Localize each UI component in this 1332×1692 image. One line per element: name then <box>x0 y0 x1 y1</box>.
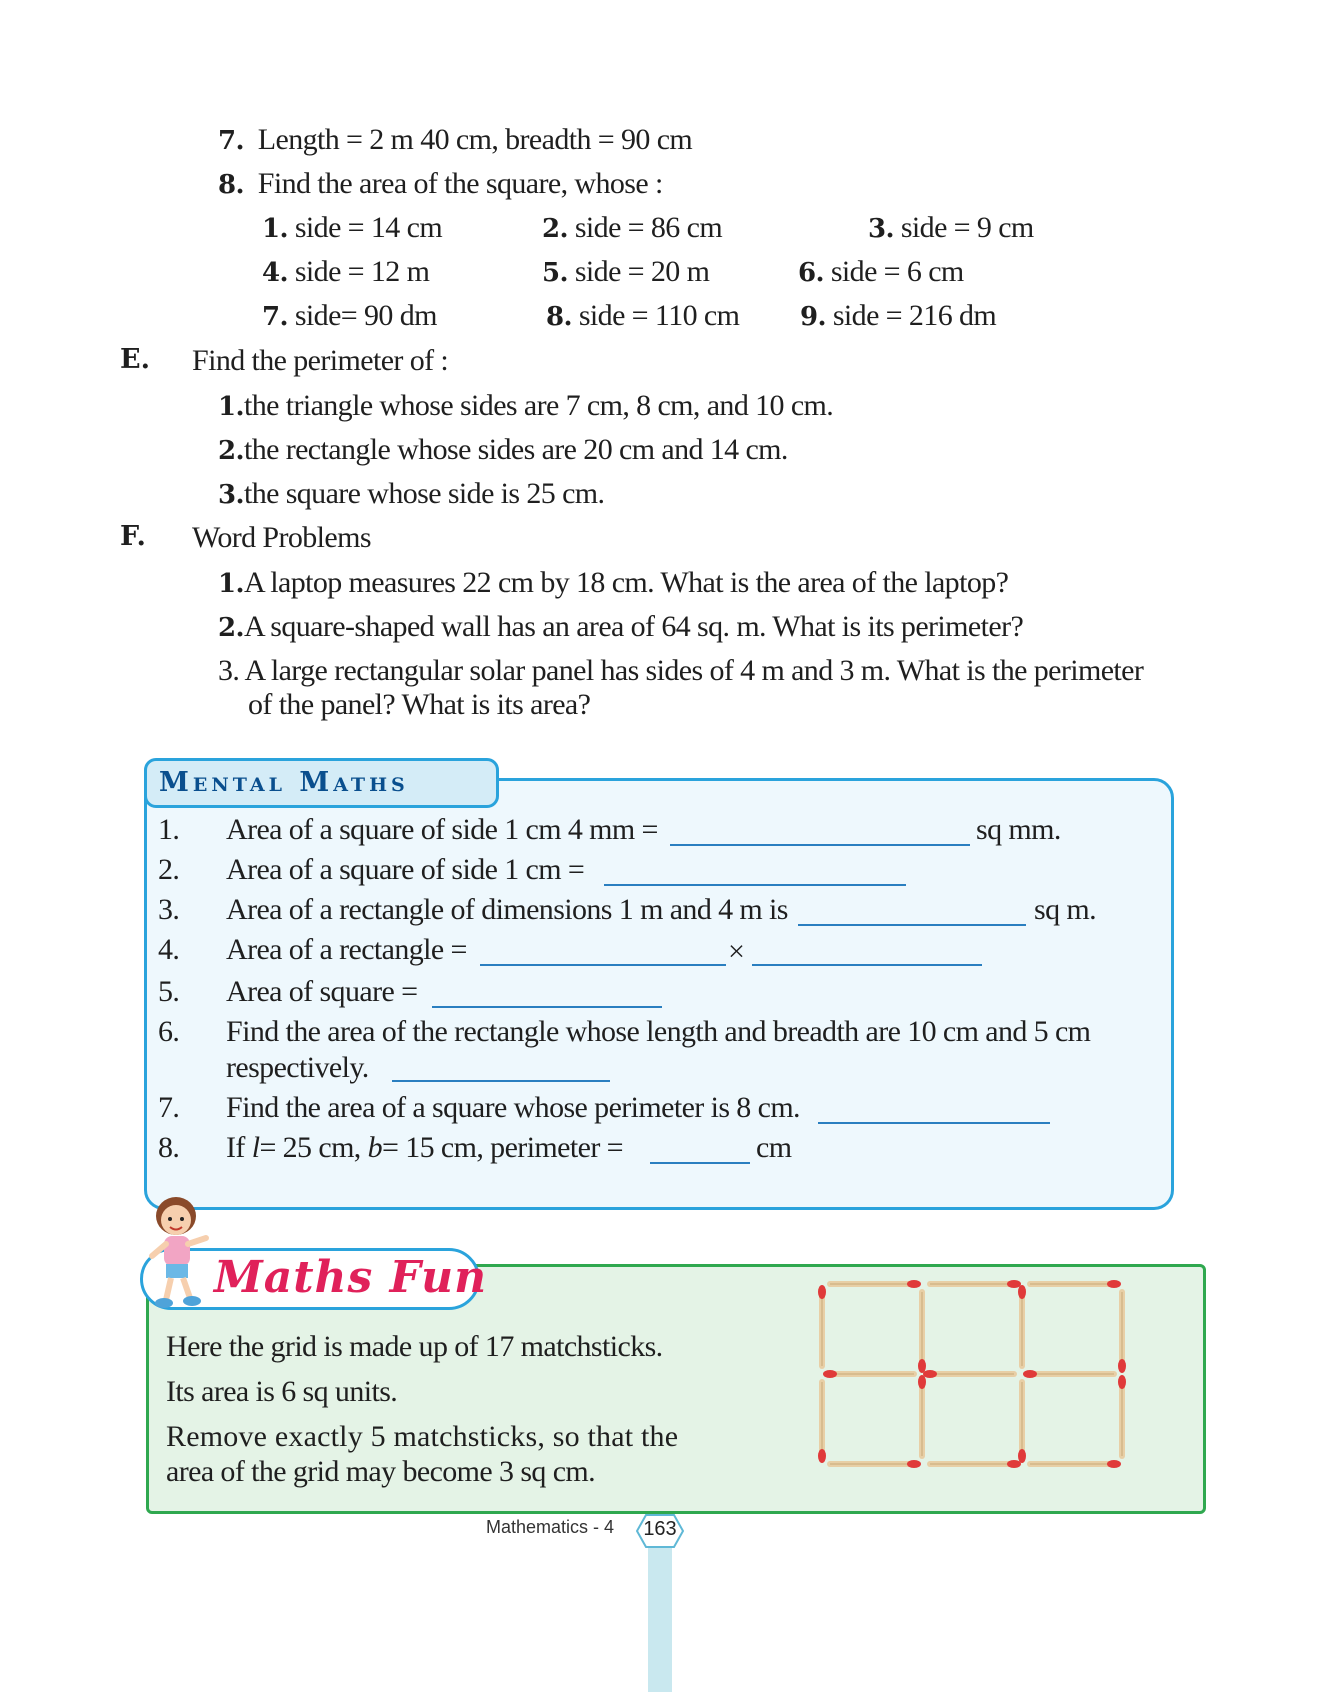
square-item <box>798 254 964 291</box>
mental-item-text: Area of a square of side 1 cm 4 mm = <box>226 813 658 846</box>
item-num: 2. <box>218 436 244 466</box>
matchstick[interactable] <box>818 1382 826 1463</box>
square-item-num: 2. <box>542 214 568 244</box>
variable-b: b <box>367 1131 383 1164</box>
fun-line: Here the grid is made up of 17 matchsticks. <box>166 1330 663 1363</box>
matchstick[interactable] <box>830 1460 921 1468</box>
item-text: the square whose side is 25 cm. <box>243 477 605 510</box>
square-item-text: side = 12 m <box>294 255 430 288</box>
cartoon-girl-icon <box>142 1192 212 1312</box>
square-item <box>262 298 437 335</box>
square-item-text: side = 216 dm <box>832 299 997 332</box>
item-text: of the panel? What is its area? <box>248 688 591 721</box>
square-item-text: side= 90 dm <box>294 299 437 332</box>
square-item-text: side = 14 cm <box>294 211 443 244</box>
square-item-text: side = 20 m <box>574 255 710 288</box>
mental-item-suffix: respectively. <box>226 1051 369 1084</box>
question-7-text: Length = 2 m 40 cm, breadth = 90 cm <box>257 123 693 156</box>
square-item-num: 3. <box>868 214 894 244</box>
mental-item-text: Area of square = <box>226 975 418 1008</box>
page-number: 163 <box>643 1518 677 1540</box>
mental-item-text: Find the area of a square whose perimeter is 8 cm. <box>226 1091 800 1124</box>
answer-blank[interactable] <box>480 964 726 966</box>
matchstick[interactable] <box>1018 1382 1026 1463</box>
square-item-text: side = 9 cm <box>900 211 1034 244</box>
mental-item-text: Area of a rectangle = <box>226 933 467 966</box>
square-item <box>262 254 429 291</box>
matchstick[interactable] <box>918 1375 926 1456</box>
square-item <box>542 210 722 247</box>
mental-item-text: Area of a square of side 1 cm = <box>226 853 585 886</box>
answer-blank[interactable] <box>798 924 1026 926</box>
mental-item-num: 3. <box>158 893 180 926</box>
fun-line: Its area is 6 sq units. <box>166 1375 398 1408</box>
mental-item-num: 4. <box>158 933 180 966</box>
answer-blank[interactable] <box>752 964 982 966</box>
exercise-f-letter: F. <box>120 521 146 552</box>
item-num: 1. <box>218 392 244 422</box>
exercise-f-heading: Word Problems <box>192 521 371 554</box>
square-item-num: 4. <box>262 258 288 288</box>
item-text: A laptop measures 22 cm by 18 cm. What is the area of the laptop? <box>243 566 1009 599</box>
answer-blank[interactable] <box>818 1122 1050 1124</box>
matchstick[interactable] <box>1118 1375 1126 1456</box>
matchstick[interactable] <box>1018 1285 1026 1366</box>
fun-line: area of the grid may become 3 sq cm. <box>166 1455 596 1488</box>
square-item <box>546 298 739 335</box>
variable-l: l <box>251 1131 260 1164</box>
square-item-num: 8. <box>546 302 572 332</box>
answer-blank[interactable] <box>392 1080 610 1082</box>
exercise-e-item <box>218 432 788 469</box>
footer-label: Mathematics - 4 <box>486 1517 615 1537</box>
square-item-num: 7. <box>262 302 288 332</box>
square-item <box>262 210 442 247</box>
matchstick[interactable] <box>1023 1370 1114 1378</box>
mental-item-suffix: cm <box>756 1131 792 1164</box>
question-7-num: 7. <box>218 126 244 156</box>
square-item-text: side = 6 cm <box>830 255 964 288</box>
exercise-f-item <box>218 565 1008 602</box>
mental-item-text: Find the area of the rectangle whose length and breadth are 10 cm and 5 cm <box>226 1015 1091 1048</box>
item-text: A square-shaped wall has an area of 64 sq. m. What is its perimeter? <box>243 610 1024 643</box>
item-num: 1. <box>218 569 244 599</box>
mental-item-text: Area of a rectangle of dimensions 1 m and 4 m is <box>226 893 788 926</box>
matchstick[interactable] <box>930 1280 1021 1288</box>
square-item-num: 5. <box>542 258 568 288</box>
page-number-badge <box>636 1514 684 1548</box>
exercise-e-heading: Find the perimeter of : <box>192 344 449 377</box>
matchstick[interactable] <box>830 1280 921 1288</box>
exercise-f-item <box>218 653 1143 689</box>
square-item <box>868 210 1034 247</box>
square-item <box>800 298 996 335</box>
mental-maths-title: Mental Maths <box>144 758 499 808</box>
maths-fun-title: Maths Fun <box>214 1252 488 1303</box>
mental-item-num: 7. <box>158 1091 180 1124</box>
answer-blank[interactable] <box>604 884 906 886</box>
item-text: 3. A large rectangular solar panel has sides of 4 m and 3 m. What is the perimeter <box>218 654 1144 687</box>
fun-line: Remove exactly 5 matchsticks, so that the <box>166 1420 679 1453</box>
matchstick[interactable] <box>923 1370 1014 1378</box>
mental-item-num: 2. <box>158 853 180 886</box>
matchstick[interactable] <box>1030 1460 1121 1468</box>
square-item-num: 9. <box>800 302 826 332</box>
square-item-num: 1. <box>262 214 288 244</box>
matchstick[interactable] <box>918 1292 926 1373</box>
square-item-text: side = 110 cm <box>578 299 740 332</box>
mental-item-num: 8. <box>158 1131 180 1164</box>
matchstick-grid-icon <box>812 1276 1132 1476</box>
answer-blank[interactable] <box>432 1006 662 1008</box>
text-part: = 15 cm, perimeter = <box>382 1131 623 1164</box>
square-item-num: 6. <box>798 258 824 288</box>
item-text: the triangle whose sides are 7 cm, 8 cm, and 10 cm. <box>243 389 834 422</box>
text-part: = 25 cm, <box>259 1131 368 1164</box>
item-num: 3. <box>218 480 244 510</box>
mental-item-num: 5. <box>158 975 180 1008</box>
mental-item-suffix: sq m. <box>1034 893 1097 926</box>
question-8-text: Find the area of the square, whose : <box>257 167 663 200</box>
text-part: If <box>226 1131 252 1164</box>
multiply-sign: × <box>728 935 745 968</box>
exercise-e-letter: E. <box>120 344 150 375</box>
square-item-text: side = 86 cm <box>574 211 723 244</box>
exercise-f-item-continued <box>248 687 590 723</box>
mental-item-text <box>226 1130 623 1166</box>
item-text: the rectangle whose sides are 20 cm and 14 cm. <box>243 433 788 466</box>
matchstick[interactable] <box>818 1285 826 1366</box>
question-7 <box>218 122 692 159</box>
matchstick[interactable] <box>823 1370 914 1378</box>
item-num: 2. <box>218 613 244 643</box>
mental-item-suffix: sq mm. <box>976 813 1061 846</box>
answer-blank[interactable] <box>670 844 970 846</box>
question-8-num: 8. <box>218 170 244 200</box>
matchstick[interactable] <box>930 1460 1021 1468</box>
square-item <box>542 254 709 291</box>
footer-strip <box>648 1548 672 1692</box>
matchstick[interactable] <box>1030 1280 1121 1288</box>
answer-blank[interactable] <box>650 1162 750 1164</box>
exercise-e-item <box>218 388 833 425</box>
exercise-e-item <box>218 476 604 513</box>
question-8 <box>218 166 663 203</box>
exercise-f-item <box>218 609 1023 646</box>
mental-item-num: 6. <box>158 1015 180 1048</box>
matchstick[interactable] <box>1118 1292 1126 1373</box>
mental-item-num: 1. <box>158 813 180 846</box>
